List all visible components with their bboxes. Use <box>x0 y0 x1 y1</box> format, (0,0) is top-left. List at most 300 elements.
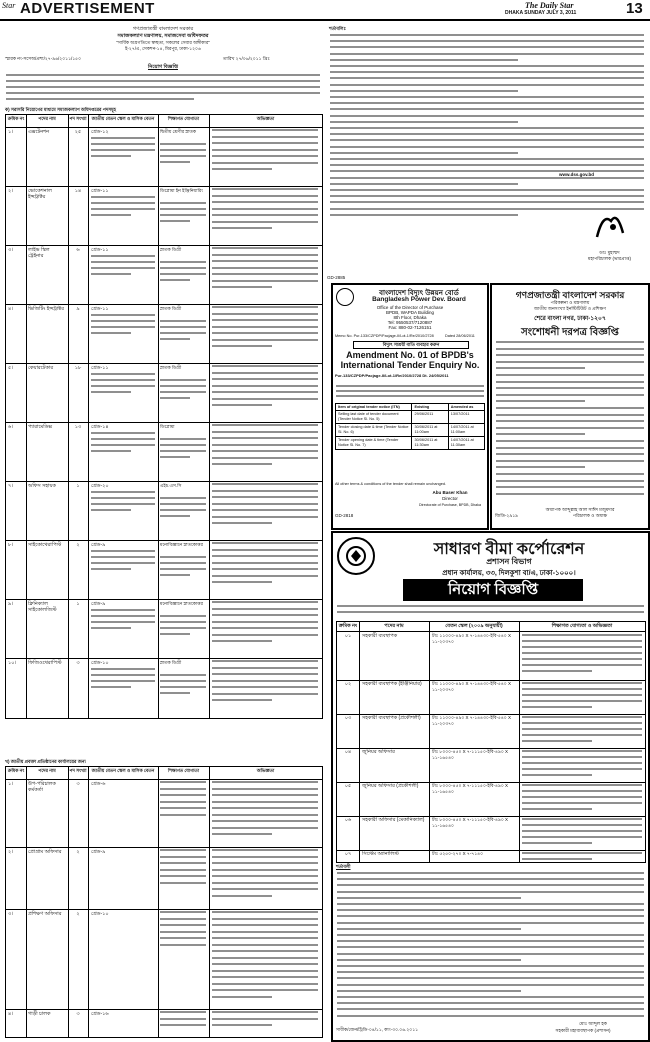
text-line <box>91 155 131 157</box>
text-line <box>330 146 644 148</box>
text-line <box>522 700 642 702</box>
text-line <box>496 433 585 435</box>
text-line <box>330 164 644 166</box>
row-number: ৭। <box>8 483 14 489</box>
text-line <box>212 801 318 803</box>
text-line <box>330 108 644 110</box>
row-number: ৯। <box>8 601 14 607</box>
text-line <box>160 509 206 511</box>
text-line <box>160 332 206 334</box>
text-line <box>522 646 642 648</box>
row-count: ৬ <box>76 247 80 253</box>
text-line <box>160 937 206 939</box>
text-line <box>212 856 318 858</box>
text-line <box>91 491 155 493</box>
text-line <box>160 1011 206 1013</box>
text-line <box>337 928 521 930</box>
text-line <box>212 168 272 170</box>
row-count: ১ <box>76 483 80 489</box>
row-number: ০৭ <box>344 851 352 857</box>
text-line <box>522 734 642 736</box>
text-line <box>160 574 190 576</box>
row-number: ১। <box>8 129 14 135</box>
row-post: ভিজিটিং ইন্সট্রাক্টর <box>28 306 65 312</box>
corr-gd: জিডি-২৯১৯ <box>495 513 519 518</box>
column-header: পদের নাম <box>38 116 56 121</box>
text-line <box>212 807 318 809</box>
text-line <box>212 869 318 871</box>
text-line <box>212 950 318 952</box>
text-line <box>91 568 131 570</box>
bpdb-address-1: BPDB, WAPDA Building <box>385 310 435 315</box>
text-line <box>212 686 318 688</box>
text-line <box>212 345 272 347</box>
newspaper-name: The Daily Star <box>525 1 574 10</box>
text-line <box>160 875 206 877</box>
text-line <box>212 332 318 334</box>
text-line <box>160 450 206 452</box>
row-post: জুনিয়র অফিসার (প্রকৌশলী) <box>362 783 419 789</box>
text-line <box>160 503 206 505</box>
text-line <box>330 189 644 191</box>
column-divider <box>209 767 210 1037</box>
row-grade: গ্রেড-১০ <box>91 660 109 666</box>
text-line <box>160 556 206 558</box>
text-line <box>160 788 206 790</box>
text-line <box>212 254 318 256</box>
row-post: জুনিয়র অফিসার <box>362 749 395 755</box>
corr-gov-title: গণপ্রজাতন্ত্রী বাংলাদেশ সরকার <box>515 290 625 300</box>
text-line <box>212 627 318 629</box>
row-post: প্যারামেডিক্স <box>28 424 53 430</box>
row-number: ৩। <box>8 247 14 253</box>
text-line <box>522 658 642 660</box>
website: www.dss.gov.bd <box>559 172 595 177</box>
text-line <box>212 247 318 249</box>
column-header: পদ সংখ্যা <box>69 768 87 773</box>
column-header: ক্রমিক নং <box>7 768 25 773</box>
row-qual: স্নাতক ডিগ্রী <box>160 247 182 252</box>
text-line <box>91 609 155 611</box>
text-line <box>496 486 644 488</box>
text-line <box>91 255 155 257</box>
row-grade: গ্রেড-৬ <box>91 781 106 787</box>
bpdb-table <box>335 403 485 450</box>
row-divider <box>6 847 322 848</box>
text-line <box>212 634 318 636</box>
bpdb-table-cell: 13/07/2011 <box>448 411 484 424</box>
text-line <box>160 149 206 151</box>
text-line <box>496 367 585 369</box>
text-line <box>212 888 318 890</box>
text-line <box>337 1015 644 1017</box>
row-scale: টাঃ ৮০০০-৪৫০ X ৭-১১১৫০-ইবি-৪৯০ X ১১-১৬৫৪০ <box>432 749 509 760</box>
text-line <box>337 934 644 936</box>
text-line <box>160 568 206 570</box>
text-line <box>212 693 318 695</box>
row-number: ০৬ <box>344 817 352 823</box>
text-line <box>212 273 318 275</box>
text-line <box>160 143 206 145</box>
column-divider <box>429 622 430 862</box>
text-line <box>496 387 644 389</box>
text-line <box>212 970 318 972</box>
signature-name: ডাঃ মুহাম্মদ <box>599 250 620 255</box>
text-line <box>212 794 318 796</box>
dss-recruitment-ad <box>3 24 323 1038</box>
row-qual: স্নাতক ডিগ্রী <box>160 306 182 311</box>
text-line <box>160 615 206 617</box>
bpdb-table-header: Amended as <box>448 404 484 411</box>
column-divider <box>519 622 520 862</box>
text-line <box>91 267 155 269</box>
row-number: ১০। <box>8 660 17 666</box>
text-line <box>522 682 642 684</box>
bpdb-memo: Memo No. Pur-133/CZPDP/Pacjage-II/Lot-1/Re/2010/2728 <box>335 334 434 338</box>
text-line <box>522 796 642 798</box>
text-line <box>330 84 644 86</box>
row-post: এক্সটেনশন <box>28 129 50 135</box>
row-post: সাইকোথেরাপিস্ট <box>28 542 62 548</box>
text-line <box>496 480 644 482</box>
text-line <box>212 450 318 452</box>
bpdb-dated: Dated 28/06/2011 <box>445 334 475 338</box>
text-line <box>91 196 155 198</box>
text-line <box>91 444 155 446</box>
text-line <box>160 267 206 269</box>
row-post: গাড়ী চালক <box>28 1011 51 1017</box>
row-grade: গ্রেড-১১ <box>91 188 109 194</box>
text-line <box>212 581 272 583</box>
text-line <box>212 601 318 603</box>
text-line <box>496 420 644 422</box>
text-line <box>212 924 318 926</box>
text-line <box>337 915 644 917</box>
text-line <box>337 1008 644 1010</box>
text-line <box>212 463 272 465</box>
row-count: ৩ <box>76 781 80 787</box>
text-line <box>212 827 318 829</box>
section-ka-title: ক) সরাসরি নিয়োগের মাধ্যমে সমাজকল্যাণ অধিদপ্তরের পদসমূহ <box>5 107 116 112</box>
text-line <box>330 139 644 141</box>
text-line <box>496 400 585 402</box>
row-number: ৪। <box>8 1011 14 1017</box>
row-count: ২৫ <box>74 129 82 135</box>
text-line <box>212 227 272 229</box>
text-line <box>212 313 318 315</box>
text-line <box>160 621 206 623</box>
bpdb-table-cell: Tender closing date & time (Tender Notice Sl. No. 6) <box>336 424 412 437</box>
text-line <box>160 692 190 694</box>
row-grade: গ্রেড-২০ <box>91 483 109 489</box>
text-line <box>160 856 206 858</box>
text-line <box>160 849 206 851</box>
bpdb-table-cell: Tender opening date & time (Tender Notice Sl. No. 7) <box>336 437 412 450</box>
text-line <box>91 391 131 393</box>
row-qual: স্নাতক ডিগ্রী <box>160 660 182 665</box>
row-grade: গ্রেড-১৪ <box>91 424 109 430</box>
corr-signer: অধ্যাপক আব্দুল্লাহ আল সাঈদ মজুমদার <box>545 507 615 512</box>
text-line <box>330 71 644 73</box>
text-line <box>522 808 592 810</box>
text-line <box>91 314 155 316</box>
bpdb-note: All other terms & conditions of the tender shall remain unchanged. <box>335 482 447 486</box>
text-line <box>91 385 155 387</box>
row-qual: মনোবিজ্ঞানে স্নাতকোত্তর <box>160 601 203 606</box>
column-divider <box>88 767 89 1037</box>
row-number: ৫। <box>8 365 14 371</box>
text-line <box>212 957 318 959</box>
text-line <box>337 611 644 613</box>
text-line <box>337 872 644 874</box>
text-line <box>337 884 644 886</box>
text-line <box>522 706 592 708</box>
text-line <box>212 372 318 374</box>
sbc-sub: প্রশাসন বিভাগ <box>486 557 532 566</box>
row-post: সহকারী ব্যবস্থাপক <box>362 633 398 639</box>
text-line <box>330 40 644 42</box>
text-line <box>160 397 190 399</box>
text-line <box>337 946 644 948</box>
text-line <box>91 208 155 210</box>
text-line <box>330 170 644 172</box>
text-line <box>91 509 131 511</box>
text-line <box>212 680 318 682</box>
text-line <box>6 80 320 82</box>
gd-number-left: GD-2885 <box>327 275 346 280</box>
row-qual: দ্বিতীয় শ্রেণীর স্নাতক <box>160 129 197 134</box>
text-line <box>212 833 272 835</box>
text-line <box>212 267 318 269</box>
row-count: ৩ <box>76 660 80 666</box>
bpdb-table-cell: 30/06/2011 at 11:00am <box>412 424 448 437</box>
text-line <box>330 96 644 98</box>
column-header: জাতীয় বেতন স্কেল ও মাসিক বেতন <box>91 768 155 773</box>
text-line <box>212 149 318 151</box>
gov-line-3: "সার্বিক অগ্রগতিতে স্বচ্ছতা, সকলের সেবার অঙ্গীকার" <box>116 40 210 45</box>
row-grade: গ্রেড-১১ <box>91 306 109 312</box>
text-line <box>212 424 318 426</box>
text-line <box>160 807 206 809</box>
text-line <box>160 562 206 564</box>
text-line <box>91 438 155 440</box>
text-line <box>212 814 318 816</box>
text-line <box>212 195 318 197</box>
text-line <box>212 142 318 144</box>
text-line <box>212 820 318 822</box>
text-line <box>160 869 206 871</box>
row-divider <box>6 304 322 305</box>
corr-ministry: পরিকল্পনা ও মন্ত্রণালয় <box>550 300 590 305</box>
text-line <box>212 568 318 570</box>
column-header: বেতন স্কেল (২০০৯ অনুযায়ী) <box>445 623 503 629</box>
section-title: ADVERTISEMENT <box>20 0 155 17</box>
text-line <box>91 432 155 434</box>
text-line <box>330 183 518 185</box>
text-line <box>160 208 206 210</box>
row-divider <box>6 909 322 910</box>
row-grade: গ্রেড-১১ <box>91 365 109 371</box>
text-line <box>91 326 155 328</box>
text-line <box>160 633 190 635</box>
column-divider <box>26 115 27 718</box>
text-line <box>522 640 642 642</box>
row-post: প্রশিক্ষণ অফিসার <box>28 911 62 917</box>
bpdb-address-2: 8th Floor, Dhaka <box>393 315 427 320</box>
text-line <box>336 385 484 387</box>
text-line <box>212 667 318 669</box>
text-line <box>160 385 206 387</box>
text-line <box>6 92 320 94</box>
issue-date: DHAKA SUNDAY JULY 3, 2011 <box>505 10 577 16</box>
column-header: পদ সংখ্যা <box>69 116 87 121</box>
text-line <box>522 664 642 666</box>
text-line <box>337 984 644 986</box>
text-line <box>496 381 644 383</box>
text-line <box>212 457 318 459</box>
row-divider <box>6 422 322 423</box>
page-header <box>0 0 650 21</box>
text-line <box>212 404 272 406</box>
text-line <box>212 136 318 138</box>
posts-table <box>5 114 323 719</box>
text-line <box>337 965 644 967</box>
text-line <box>212 260 318 262</box>
text-line <box>337 971 644 973</box>
text-line <box>91 621 155 623</box>
bpdb-table-cell: 14/07/2011 at 11:30am <box>448 437 484 450</box>
row-qual: ডিপ্লোমা ইন ইঞ্জিনিয়ারিং <box>160 188 204 193</box>
text-line <box>160 515 190 517</box>
posts-table-2 <box>5 766 323 1038</box>
text-line <box>91 615 155 617</box>
bpdb-office: Office of the Director of Purchase <box>376 305 444 310</box>
row-count: ১ <box>76 601 80 607</box>
row-post: প্রোগ্রাম অফিসার <box>28 849 62 855</box>
text-line <box>330 201 644 203</box>
text-line <box>160 214 206 216</box>
text-line <box>212 129 318 131</box>
text-line <box>160 279 190 281</box>
text-line <box>496 440 644 442</box>
text-line <box>160 680 206 682</box>
text-line <box>496 493 644 495</box>
text-line <box>522 784 642 786</box>
text-line <box>212 444 318 446</box>
text-line <box>212 208 318 210</box>
text-line <box>330 90 518 92</box>
text-line <box>330 121 518 123</box>
row-post: উপ-পরিচালক কর্মকর্তা <box>28 781 56 793</box>
text-line <box>522 688 642 690</box>
text-line <box>330 133 644 135</box>
column-divider <box>88 115 89 718</box>
text-line <box>212 1011 318 1013</box>
text-line <box>160 444 206 446</box>
text-line <box>91 137 155 139</box>
text-line <box>212 542 318 544</box>
text-line <box>91 143 155 145</box>
text-line <box>496 453 644 455</box>
text-line <box>337 996 644 998</box>
text-line <box>522 750 642 752</box>
text-line <box>212 365 318 367</box>
row-scale: টাঃ ৮০০০-৪৫০ X ৭-১১১৫০-ইবি-৪৯০ X ১১-১৬৫৪০ <box>432 783 509 794</box>
text-line <box>160 944 206 946</box>
memo-number: স্মারক নং-সসেঅ/প্রশা/২৭-৯৬/২০১১/১৫০ <box>5 56 82 61</box>
text-line <box>337 909 644 911</box>
text-line <box>212 911 318 913</box>
text-line <box>160 931 206 933</box>
text-line <box>91 668 155 670</box>
text-line <box>337 940 644 942</box>
sbc-recruitment-ad <box>331 531 650 1042</box>
bpdb-fax: Fax: 880-02-7126151 <box>388 325 432 330</box>
ad-heading: নিয়োগ বিজ্ঞপ্তি <box>147 64 179 70</box>
text-line <box>212 640 272 642</box>
text-line <box>212 155 318 157</box>
text-line <box>522 722 642 724</box>
text-line <box>160 1024 206 1026</box>
text-line <box>522 728 642 730</box>
row-number: ৮। <box>8 542 14 548</box>
row-grade: গ্রেড-৯ <box>91 849 106 855</box>
text-line <box>212 1018 318 1020</box>
bpdb-table-header: Item of original tender notice (ITN) <box>336 404 412 411</box>
text-line <box>212 660 318 662</box>
text-line <box>160 155 206 157</box>
text-line <box>522 762 642 764</box>
text-line <box>212 699 272 701</box>
row-post: সহকারী অফিসার (মেকানিক্যাল) <box>362 817 425 823</box>
bpdb-bn-title: বাংলাদেশ বিদ্যুৎ উন্নয়ন বোর্ড <box>379 290 459 297</box>
text-line <box>160 391 206 393</box>
text-line <box>160 911 206 913</box>
text-line <box>496 361 644 363</box>
row-post: ফিজিওথেরাপিস্ট <box>28 660 62 666</box>
row-grade: গ্রেড-১১ <box>91 247 109 253</box>
text-line <box>496 466 585 468</box>
row-post: অফিস সহায়ক <box>28 483 56 489</box>
row-post: সহকারী ব্যবস্থাপক (ইঞ্জিনিয়ার) <box>362 681 422 687</box>
text-line <box>91 503 155 505</box>
row-count: ১৮ <box>74 365 82 371</box>
text-line <box>212 188 318 190</box>
column-divider <box>158 115 159 718</box>
text-line <box>522 634 642 636</box>
row-qual: স্নাতক ডিগ্রী <box>160 365 182 370</box>
text-line <box>496 374 644 376</box>
text-line <box>496 460 644 462</box>
text-line <box>160 627 206 629</box>
text-line <box>496 394 644 396</box>
text-line <box>212 319 318 321</box>
sbc-title: সাধারণ বীমা কর্পোরেশন <box>433 541 585 558</box>
text-line <box>160 814 206 816</box>
text-line <box>337 953 644 955</box>
row-number: ২। <box>8 849 14 855</box>
text-line <box>330 177 644 179</box>
section-logo: Star <box>2 1 16 10</box>
row-count: ৯ <box>76 306 80 312</box>
column-header: শিক্ষাগত যোগ্যতা ও অভিজ্ঞতা <box>551 623 613 629</box>
bpdb-table-cell: 14/07/2011 at 11:00am <box>448 424 484 437</box>
row-count: ২ <box>76 542 80 548</box>
row-divider <box>6 599 322 600</box>
row-divider <box>6 186 322 187</box>
header-divider <box>6 779 322 780</box>
text-line <box>212 437 318 439</box>
